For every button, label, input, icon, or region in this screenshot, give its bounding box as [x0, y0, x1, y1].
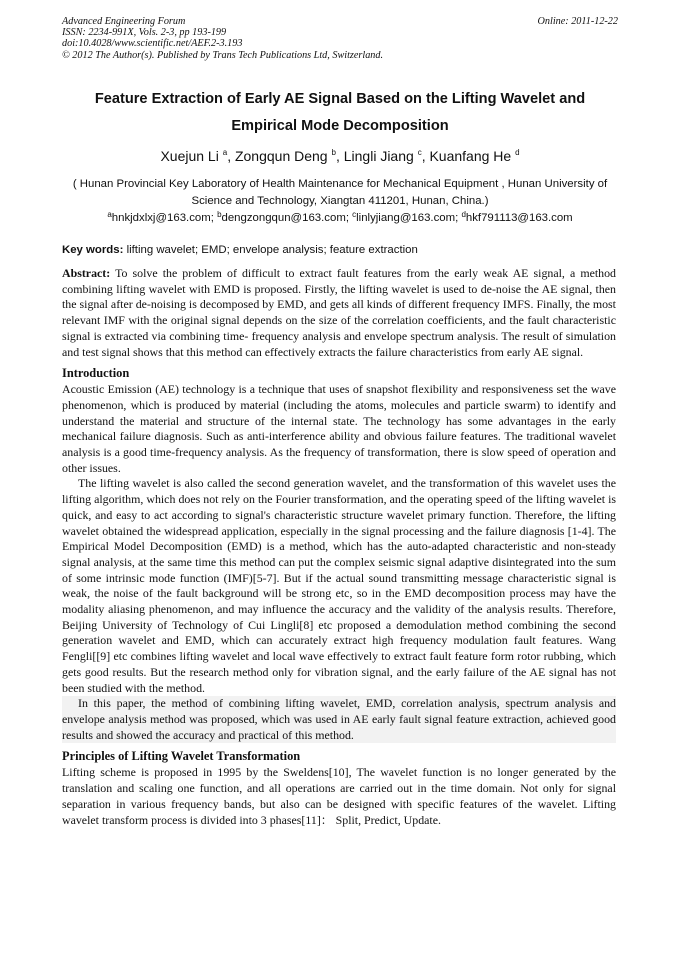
- author-name: Kuanfang He: [429, 148, 512, 164]
- email-address[interactable]: hkf791113@163.com: [465, 212, 573, 224]
- author-separator: ,: [335, 148, 344, 164]
- principles-paragraph-1: Lifting scheme is proposed in 1995 by the Sweldens[10], The wavelet function is no longer generated by the translation and scaling one function, and all operations are carried out in the time domain. Not only for signal separation in various frequency bands, but also can be designed with specific features of the wavelet. Lifting wavelet transform process is divided into 3 phases[11]： Split, Predict, Update.: [62, 765, 616, 827]
- author-list: [62, 146, 618, 166]
- abstract: [62, 266, 616, 360]
- keywords-text: lifting wavelet; EMD; envelope analysis; feature extraction: [123, 244, 418, 256]
- issn-line: ISSN: 2234-991X, Vols. 2-3, pp 193-199: [62, 27, 227, 39]
- abstract-label: Abstract:: [62, 266, 111, 280]
- email-sup: d: [461, 210, 466, 219]
- author-name: Xuejun Li: [160, 148, 219, 164]
- keywords: [62, 242, 618, 258]
- author-separator: ,: [227, 148, 235, 164]
- doi-line[interactable]: doi:10.4028/www.scientific.net/AEF.2-3.193: [62, 38, 243, 50]
- title-line-2: Empirical Mode Decomposition: [231, 118, 449, 134]
- affiliation: ( Hunan Provincial Key Laboratory of Health Maintenance for Mechanical Equipment , Hunan University of Science and Technology, Xiangtan 411201, Hunan, China.): [72, 178, 608, 207]
- intro-paragraph-2: The lifting wavelet is also called the second generation wavelet, and the transformation of this wavelet uses the lifting algorithm, which does not rely on the Fourier transformation, and the operating speed of the lifting wavelet is quick, and easy to act according to signal's characteristic structure wavelet primary function. Therefore, the lifting wavelet obtained the widespread application, especially in the signal processing and the failure diagnosis [1-4]. The Empirical Model Decomposition (EMD) is a method, which has the auto-adapted characteristic and non-steady signal analysis, at the same time this method can put the complex seismic signal adaptive disintegrated into the sum of some intrinsic mode function (IMF)[5-7]. But if the actual sound transmitting message characteristic signal is weak, the noise of the fault background will be strong etc, so in the EMD decomposition process may have the modality aliasing phenomenon, and may influence the accuracy and the validity of the analysis results. Therefore, Beijing University of Technology of Cui Lingli[8] etc proposed a demodulation method combining the second generation wavelet and EMD, which can accurately extract high frequency modulation fault features. Wang Fengli[[9] etc combines lifting wavelet and local wave effectively to extract fault feature form rotor rubbing, which gets good results. But the research method only for vibration signal, and the early failure of the AE signal has not been studied with the method.: [62, 476, 616, 695]
- author-sup: d: [515, 148, 520, 157]
- email-address[interactable]: hnkjdxlxj@163.com: [111, 212, 211, 224]
- copyright-line: © 2012 The Author(s). Published by Trans Tech Publications Ltd, Switzerland.: [62, 49, 384, 61]
- paper-title: [62, 86, 618, 140]
- author-name: Lingli Jiang: [343, 148, 414, 164]
- paper-body: [62, 266, 616, 828]
- journal-name: Advanced Engineering Forum: [62, 16, 186, 27]
- email-separator: ;: [455, 212, 462, 224]
- author-sup: c: [417, 148, 422, 157]
- email-sup: a: [107, 210, 112, 219]
- author-separator: ,: [421, 148, 430, 164]
- journal-header: [62, 16, 618, 61]
- title-line-1: Feature Extraction of Early AE Signal Based on the Lifting Wavelet and: [94, 91, 586, 107]
- email-sup: c: [352, 210, 357, 219]
- email-sup: b: [217, 210, 222, 219]
- email-address[interactable]: linlyjiang@163.com: [356, 212, 456, 224]
- email-address[interactable]: dengzongqun@163.com: [221, 212, 346, 224]
- email-separator: ;: [210, 212, 218, 224]
- intro-paragraph-1: Acoustic Emission (AE) technology is a technique that uses of snapshot flexibility and responsiveness set the wave phenomenon, which is produced by material (including the atoms, molecules and particle swarm) to identify and understand the material and structure of the internal state. The technology has some advantages in the early mechanical failure diagnosis. Such as anti-interference ability and obvious failure features. The traditional wavelet analysis is a good time-frequency analysis. As the frequency of transformation, there is slow speed of operation and other issues.: [62, 382, 616, 475]
- intro-paragraph-3: In this paper, the method of combining lifting wavelet, EMD, correlation analysis, spectrum analysis and envelope analysis method was proposed, which was used in AE early fault signal feature extraction, achieved good results and showed the accuracy and practical of this method.: [62, 696, 616, 742]
- author-name: Zongqun Deng: [234, 148, 328, 164]
- author-sup: a: [222, 148, 228, 157]
- introduction-heading: Introduction: [62, 366, 130, 381]
- email-separator: ;: [345, 212, 353, 224]
- keywords-label: Key words:: [62, 244, 124, 256]
- principles-heading: Principles of Lifting Wavelet Transformation: [62, 749, 301, 764]
- email-list: [62, 210, 618, 226]
- author-sup: b: [331, 148, 336, 157]
- online-date: Online: 2011-12-22: [537, 16, 618, 27]
- abstract-text: To solve the problem of difficult to extract fault features from the early weak AE signal, a method combining lifting wavelet with EMD is proposed. Firstly, the lifting wavelet is used to de-noise the AE signal, then the signal after de-noising is decomposed by EMD, and gets all kinds of different frequency IMFS. Finally, the most relevant IMF with the original signal depends on the size of the correlation coefficients, and the fault characteristic signal is extracted via combining time- frequency analysis and envelope spectrum analysis. The result of simulation and test signal shows that this method can effectively extracts the failure characteristics from early AE signal.: [62, 266, 616, 359]
